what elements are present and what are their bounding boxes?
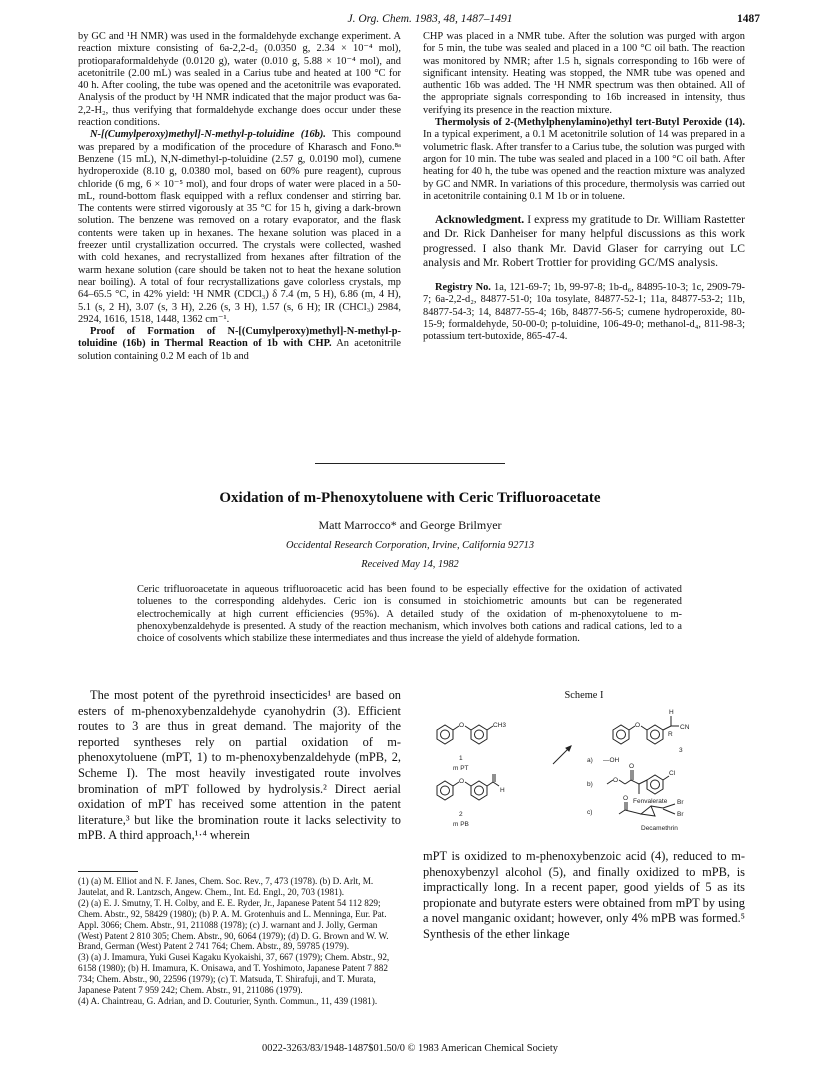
benzene-ring: [471, 781, 487, 800]
aromatic-circle: [441, 730, 450, 739]
footnotes: [78, 876, 401, 1007]
article-title: Oxidation of m-Phenoxytoluene with Ceric Trifluoroacetate: [219, 490, 601, 506]
right-column-experimental: [423, 31, 745, 343]
ether-o-label: O: [459, 722, 465, 729]
registry-heading: Registry No.: [435, 281, 491, 293]
registry-numbers: [423, 282, 745, 343]
copyright-footer: 0022-3263/83/1948-1487$01.50/0 © 1983 American Chemical Society: [262, 1043, 558, 1054]
benzene-ring: [437, 781, 453, 800]
article-separator: [315, 463, 505, 464]
paragraph: [78, 129, 401, 326]
compound-number-3: 3: [679, 747, 683, 754]
page-number: 1487: [737, 13, 760, 25]
paragraph: [78, 326, 401, 363]
section-heading: N-[(Cumylperoxy)methyl]-N-methyl-p-toluidine (16b).: [90, 129, 326, 141]
ether-o-label: O: [635, 722, 641, 729]
paragraph-text: This compound was prepared by a modification of the procedure of Kharasch and Fono.⁸ᵃ Benzene (15 mL), N,N-dimethyl-p-toluidine (2.57 g, 0.0190 mol), cumene hydroperoxide (8.10 g, 0.0380 mol, based on 60% pure reagent), cuprous chloride (6 mg, 6 × 10⁻⁵ mol), and four drops of water were placed in a 50-mL, round-bottom flask equipped with a reflux condenser and stirring bar. The contents were stirred vigorously at 35 °C for 15 h, giving a dark-brown solution. The benzene was removed on a rotary evaporator, and the flask contents were taken up in hexanes. The hexane solution was placed in a freezer until crystallization occurred. The crystals were collected, washed with cold hexanes, and recrystallized from hexanes after filtration of the warm hexane solution (care should be taken not to heat the hexane solution near boiling). A total of four recrystallizations gave colorless crystals, mp 64–65.5 °C, in 42% yield: ¹H NMR (CDCl₃) δ 7.4 (m, 5 H), 6.86 (m, 4 H), 5.1 (s, 2 H), 3.07 (s, 3 H), 2.26 (s, 3 H), 1.57 (s, 6 H); IR (CHCl₃) 2984, 2924, 1616, 1518, 1448, 1362 cm⁻¹.: [78, 129, 401, 325]
paragraph-text: An acetonitrile solution containing 0.2 M each of 1b and: [78, 338, 401, 362]
aromatic-circle: [475, 730, 484, 739]
received-date: Received May 14, 1982: [361, 559, 459, 570]
scheme-diagram: [423, 702, 745, 832]
footnote: (1) (a) M. Elliot and N. F. Janes, Chem. Soc. Rev., 7, 473 (1978). (b) D. Arlt, M. Jautelat, and R. Lantzsch, Angew. Chem., Int. Ed. Engl., 20, 703 (1981).: [78, 876, 374, 897]
br-label: Br: [677, 799, 684, 806]
ch3-label: CH3: [493, 722, 507, 729]
aromatic-circle: [475, 786, 484, 795]
carbonyl-o-label: O: [623, 795, 629, 802]
benzene-ring: [647, 775, 663, 794]
cn-label: CN: [680, 724, 690, 731]
route-label-c: c): [587, 809, 593, 816]
journal-citation: J. Org. Chem. 1983, 48, 1487–1491: [347, 13, 513, 25]
compound-number-2: 2: [459, 811, 463, 818]
cl-label: Cl: [669, 770, 676, 777]
route-label-b: b): [587, 781, 593, 788]
footnote-rule: [78, 871, 138, 872]
ester-o-label: O: [613, 777, 619, 784]
paragraph-text: In a typical experiment, a 0.1 M acetonitrile solution of 14 was prepared in a volumetric flask. After transfer to a Carius tube, the solution was purged with argon for 10 min. The tube was sealed and placed in a 100 °C oil bath. After heating for 40 h, the tube was opened and the reaction mixture was analyzed by GC and NMR. In variations of this procedure, thermolysis was carried out in acetonitrile containing 0.1 M 1b or in toluene.: [423, 129, 745, 202]
acknowledgment-text: I express my gratitude to Dr. William Rastetter and Dr. Rick Danheiser for many helpful discussions as this work progressed. I also thank Mr. David Glaser for carrying out LC analysis and Mr. Robert Trottier for providing GC/MS analysis.: [423, 213, 745, 269]
registry-text: 1a, 121-69-7; 1b, 99-97-8; 1b-d₆, 84895-10-3; 1c, 2909-79-7; 6a-2,2-d₂, 84877-51-0; 10a tosylate, 84877-52-1; 11a, 84877-53-2; 11b, 84877-54-3; 14, 84877-55-4; 16b, 84877-56-5; cumene hydroperoxide, 80-15-9; formaldehyde, 50-00-0; p-toluidine, 106-49-0; methanol-d₄, 811-98-3; potassium tert-butoxide, 865-47-4.: [423, 281, 745, 343]
br-label: Br: [677, 811, 684, 818]
section-heading: Thermolysis of 2-(Methylphenylamino)ethyl tert-Butyl Peroxide (14).: [435, 117, 745, 129]
article-authors: Matt Marrocco* and George Brilmyer: [318, 518, 502, 532]
intro-left-text: [78, 688, 401, 844]
acknowledgment: [423, 213, 745, 270]
article-affiliation: Occidental Research Corporation, Irvine, California 92713: [285, 540, 535, 551]
aromatic-circle: [441, 786, 450, 795]
carbonyl-o-label: O: [629, 763, 635, 770]
left-column-experimental: [78, 31, 401, 363]
aromatic-circle: [651, 780, 660, 789]
acknowledgment-heading: Acknowledgment.: [435, 213, 525, 227]
footnote: (2) (a) E. J. Smutny, T. H. Colby, and E. E. Ryder, Jr., Japanese Patent 54 112 829; Chem. Abstr., 92, 58429 (1980); (b) P. A. M. Grotenhuis and L. Menninga, Eur. Pat. Appl. 3066; Chem. Abstr., 91, 211088 (1978); (c) J. warnant and J. Jolly, German (West) Patent 2 810 305; Chem. Abstr., 90, 6064 (1979); (d) D. G. Brown and W. W. Brand, German (West) Patent 2 741 764; Chem. Abstr., 89, 59785 (1979).: [78, 897, 389, 952]
ether-o-label: O: [459, 778, 465, 785]
scheme-title: Scheme I: [564, 690, 604, 701]
benzene-ring: [471, 725, 487, 744]
fenvalerate-label: Fenvalerate: [633, 798, 668, 805]
abstract: Ceric trifluoroacetate in aqueous trifluoroacetic acid has been found to be especially effective for the oxidation of activated toluenes to the corresponding aldehydes. Ceric ion is consumed in stoichiometric amounts but can be regenerated electrochemically at high current efficiencies (95%). A detailed study of the oxidation of m-phenoxytoluene to m-phenoxybenzaldehyde is presented. A study of the reaction mechanism, which involves both cations and radical cations, led to a choice of cosolvents which stabilize these intermediates and thus increase the yield of aldehyde formation.: [137, 584, 682, 645]
aromatic-circle: [617, 730, 626, 739]
cyclopropane-ring: [641, 806, 655, 816]
paragraph: CHP was placed in a NMR tube. After the solution was purged with argon for 5 min, the tube was sealed and placed in a 100 °C oil bath. The reaction was monitored by NMR; after 1.5 h, signals corresponding to 16b were of significant intensity. Heating was stopped, the NMR tube was opened and authentic 16b was added. The ¹H NMR spectrum was then obtained. All of the appropriate signals corresponding to 16b increased in intensity, thus verifying its presence in the reaction mixture.: [423, 31, 745, 116]
section-heading: Proof of Formation of N-[(Cumylperoxy)methyl]-N-methyl-p-toluidine (16b) in Thermal Reaction of 1b with CHP.: [78, 326, 401, 350]
footnote: (4) A. Chaintreau, G. Adrian, and D. Couturier, Synth. Commun., 11, 439 (1981).: [78, 995, 378, 1006]
r-label: R: [668, 731, 673, 738]
h-label: H: [669, 709, 674, 716]
intro-right-text: mPT is oxidized to m-phenoxybenzoic acid (4), reduced to m-phenoxybenzyl alcohol (5), and finally oxidized to mPB, is impractically long. In a recent paper, good yields of 5 as its propionate and butyrate esters were obtained from mPT by using a novel manganic oxidant; however, only 4% mPB was formed.⁵ Synthesis of the ether linkage: [423, 849, 745, 941]
benzene-ring: [613, 725, 629, 744]
aromatic-circle: [651, 730, 660, 739]
paragraph: by GC and ¹H NMR) was used in the formaldehyde exchange experiment. A reaction mixture consisting of 6a-2,2-d₂ (0.0350 g, 2.34 × 10⁻⁴ mol), protioparaformaldehyde (0.0120 g), water (0.010 g, 5.88 × 10⁻⁴ mol), and acetonitrile (2.00 mL) was sealed in a Carius tube and heated at 100 °C for 40 h. After cooling, the tube was opened and the acetonitrile was evaporated. Analysis of the product by ¹H NMR indicated that the major product was 6a-2,2-H₂, thus verifying that formaldehyde exchange does occur under these reaction conditions.: [78, 31, 401, 129]
route-label-a: a): [587, 757, 593, 764]
h-label: H: [500, 787, 505, 794]
mpt-label: m PT: [453, 765, 469, 772]
footnote: (3) (a) J. Imamura, Yuki Gusei Kagaku Kyokaishi, 37, 667 (1979); Chem. Abstr., 92, 6158 (1980); (b) H. Imamura, K. Onisawa, and T. Yoshimoto, Japanese Patent 7 882 734; Chem. Abstr., 90, 22596 (1979); (c) T. Matsuda, T. Shirafuji, and T. Murata, Japanese Patent 7 959 242; Chem. Abstr., 91, 211086 (1979).: [78, 952, 390, 996]
benzene-ring: [647, 725, 663, 744]
oh-group-label: —OH: [603, 757, 620, 764]
paragraph: The most potent of the pyrethroid insecticides¹ are based on esters of m-phenoxybenzaldehyde cyanohydrin (3). Efficient routes to 3 are thus in great demand. The majority of the reported syntheses rely on partial oxidation of m-phenoxytoluene (mPT, 1) to m-phenoxybenzaldehyde (mPB, 2, Scheme I). The most heavily investigated route involves bromination of mPT followed by hydrolysis.² Direct aerial oxidation of mPT has received some attention in the patent literature,³ but like the bromination route it lacks selectivity to mPB. A third approach,¹·⁴ wherein: [78, 688, 401, 843]
paragraph: [423, 117, 745, 203]
benzene-ring: [437, 725, 453, 744]
compound-number-1: 1: [459, 755, 463, 762]
mpb-label: m PB: [453, 821, 469, 828]
decamethrin-label: Decamethrin: [641, 825, 678, 832]
